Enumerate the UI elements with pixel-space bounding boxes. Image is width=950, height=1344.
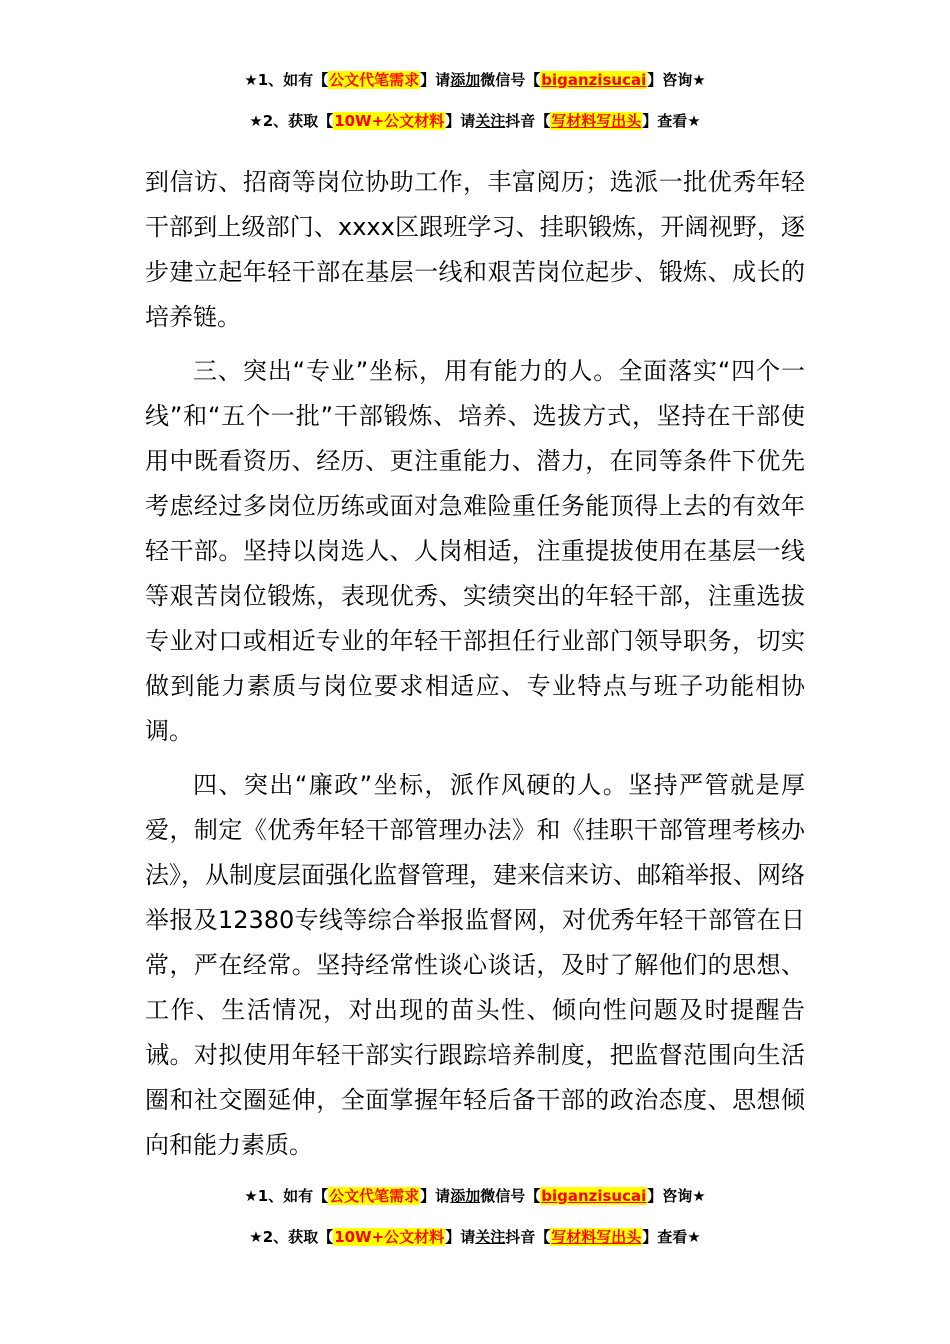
banner-text: 】请 — [445, 1228, 476, 1246]
wechat-id-link[interactable]: biganzisucai — [541, 1187, 647, 1205]
header-banner-line-2 — [0, 111, 950, 131]
wechat-id-link[interactable]: biganzisucai — [541, 71, 647, 89]
banner-text: 】查看★ — [642, 112, 701, 130]
banner-text: ★1、如有【 — [244, 71, 329, 89]
banner-emphasis-add: 添加 — [450, 71, 481, 89]
footer-banner-line-2 — [0, 1227, 950, 1247]
body-paragraph-3: 四、突出“廉政”坐标，派作风硬的人。坚持严管就是厚爱，制定《优秀年轻干部管理办法》和《挂职干部管理考核办法》，从制度层面强化监督管理，建来信来访、邮箱举报、网络举报及12380专线等综合举报监督网，对优秀年轻干部管在日常，严在经常。坚持经常性谈心谈话，及时了解他们的思想、工作、生活情况，对出现的苗头性、倾向性问题及时提醒告诫。对拟使用年轻干部实行跟踪培养制度，把监督范围向生活圈和社交圈延伸，全面掌握年轻后备干部的政治态度、思想倾向和能力素质。 — [145, 771, 805, 1159]
banner-text: 】请 — [420, 1187, 451, 1205]
banner-text: 】查看★ — [642, 1228, 701, 1246]
header-banner-line-1 — [0, 70, 950, 90]
banner-highlight-ghostwriting: 公文代笔需求 — [329, 1187, 420, 1205]
banner-text: 微信号【 — [480, 71, 541, 89]
banner-text: 】请 — [445, 112, 476, 130]
body-paragraph-1: 到信访、招商等岗位协助工作，丰富阅历；选派一批优秀年轻干部到上级部门、xxxx区跟班学习、挂职锻炼，开阔视野，逐步建立起年轻干部在基层一线和艰苦岗位起步、锻炼、成长的培养链。 — [145, 168, 805, 331]
banner-emphasis-follow: 关注 — [475, 112, 506, 130]
banner-text: ★2、获取【 — [249, 1228, 334, 1246]
banner-highlight-ghostwriting: 公文代笔需求 — [329, 71, 420, 89]
banner-text: 】请 — [420, 71, 451, 89]
banner-text: 微信号【 — [480, 1187, 541, 1205]
footer-banner-line-1 — [0, 1186, 950, 1206]
banner-emphasis-follow: 关注 — [475, 1228, 506, 1246]
document-body — [145, 160, 805, 1168]
body-paragraph-2: 三、突出“专业”坐标，用有能力的人。全面落实“四个一线”和“五个一批”干部锻炼、培养、选拔方式，坚持在干部使用中既看资历、经历、更注重能力、潜力，在同等条件下优先考虑经过多岗位历练或面对急难险重任务能顶得上去的有效年轻干部。坚持以岗选人、人岗相适，注重提拔使用在基层一线等艰苦岗位锻炼，表现优秀、实绩突出的年轻干部，注重选拔专业对口或相近专业的年轻干部担任行业部门领导职务，切实做到能力素质与岗位要求相适应、专业特点与班子功能相协调。 — [145, 357, 805, 745]
douyin-account-link[interactable]: 写材料写出头 — [551, 112, 642, 130]
banner-text: 抖音【 — [505, 112, 551, 130]
banner-text: 】咨询★ — [647, 71, 706, 89]
banner-text: ★2、获取【 — [249, 112, 334, 130]
banner-highlight-materials: 10W+公文材料 — [334, 112, 445, 130]
banner-text: 】咨询★ — [647, 1187, 706, 1205]
banner-text: 抖音【 — [505, 1228, 551, 1246]
banner-emphasis-add: 添加 — [450, 1187, 481, 1205]
douyin-account-link[interactable]: 写材料写出头 — [551, 1228, 642, 1246]
banner-highlight-materials: 10W+公文材料 — [334, 1228, 445, 1246]
banner-text: ★1、如有【 — [244, 1187, 329, 1205]
